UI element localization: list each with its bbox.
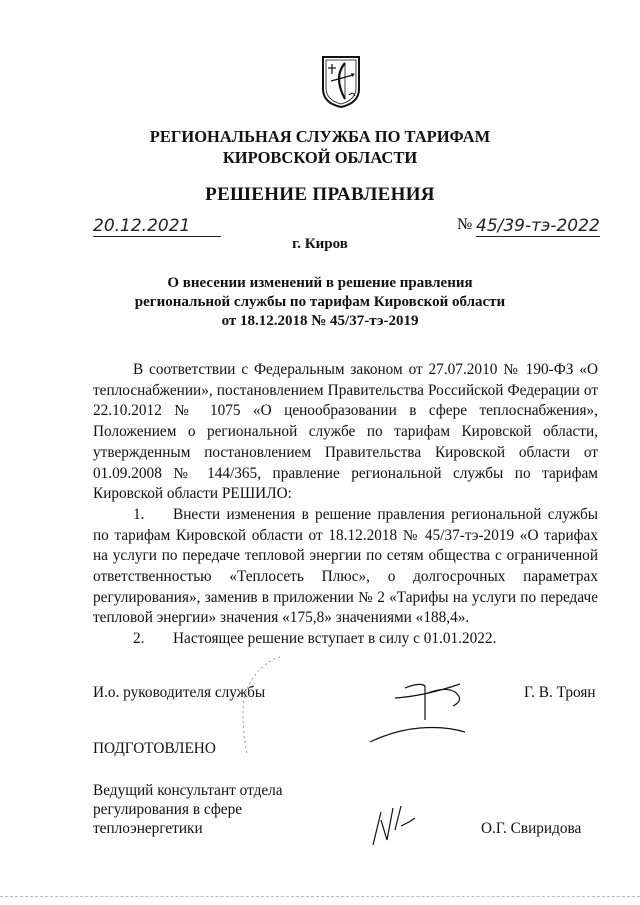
document-date: 20.12.2021 <box>93 216 221 237</box>
subject-line3: от 18.12.2018 № 45/37-тэ-2019 <box>221 313 419 329</box>
preparer-title-line2: регулирования в сфере <box>93 801 243 818</box>
org-name-line2: КИРОВСКОЙ ОБЛАСТИ <box>222 148 418 167</box>
resolution-item-2 <box>93 629 598 650</box>
head-title: И.о. руководителя службы <box>93 684 266 701</box>
subject-line2: региональной службы по тарифам Кировской области <box>134 294 506 310</box>
page-bottom-edge <box>0 896 640 897</box>
item-number: 1. <box>133 505 145 523</box>
document-type-title: РЕШЕНИЕ ПРАВЛЕНИЯ <box>205 184 435 205</box>
preamble-paragraph: В соответствии с Федеральным законом от 27.07.2010 № 190-ФЗ «О теплоснабжении», постановлением Правительства Российской Федерации от 22.10.2012 № 1075 «О ценообразовании в сфере теплоснабжения», Положением о региональной службе по тарифам Кировской области, утвержденным постановлением Правительства Кировской области от 01.09.2008 № 144/365, правление региональной службы по тарифам Кировской области РЕШИЛО: <box>93 361 598 503</box>
subject-line1: О внесении изменений в решение правления <box>167 275 473 291</box>
preparer-signature <box>365 800 435 850</box>
number-label: № <box>457 216 473 233</box>
subject-title <box>0 274 640 331</box>
seal-trace <box>235 655 285 765</box>
org-name-line1: РЕГИОНАЛЬНАЯ СЛУЖБА ПО ТАРИФАМ <box>149 127 491 146</box>
city: г. Киров <box>292 236 348 252</box>
item-number: 2. <box>133 630 145 648</box>
preparer-title-line3: теплоэнергетики <box>93 820 203 837</box>
prepared-label: ПОДГОТОВЛЕНО <box>93 740 216 757</box>
preparer-title <box>93 781 283 838</box>
coat-of-arms-emblem <box>321 55 361 109</box>
preparer-name: О.Г. Свиридова <box>481 820 582 837</box>
preparer-title-line1: Ведущий консультант отдела <box>93 782 283 799</box>
document-body <box>93 360 598 650</box>
head-signature <box>365 670 485 755</box>
item-text: Внести изменения в решение правления региональной службы по тарифам Кировской области от 18.12.2018 № 45/37-тэ-2019 «О тарифах на услуги по передаче тепловой энергии по сетям общества с ограниченной ответственностью «Теплосеть Плюс», о долгосрочных параметрах регулирования», заменив в приложении № 2 «Тарифы на услуги по передаче тепловой энергии» значения «175,8» значениями «188,4». <box>93 505 598 627</box>
head-name: Г. В. Троян <box>524 684 596 701</box>
item-text: Настоящее решение вступает в силу с 01.01.2022. <box>173 630 497 648</box>
document-number: 45/39-тэ-2022 <box>476 216 600 236</box>
resolution-item-1 <box>93 505 598 629</box>
